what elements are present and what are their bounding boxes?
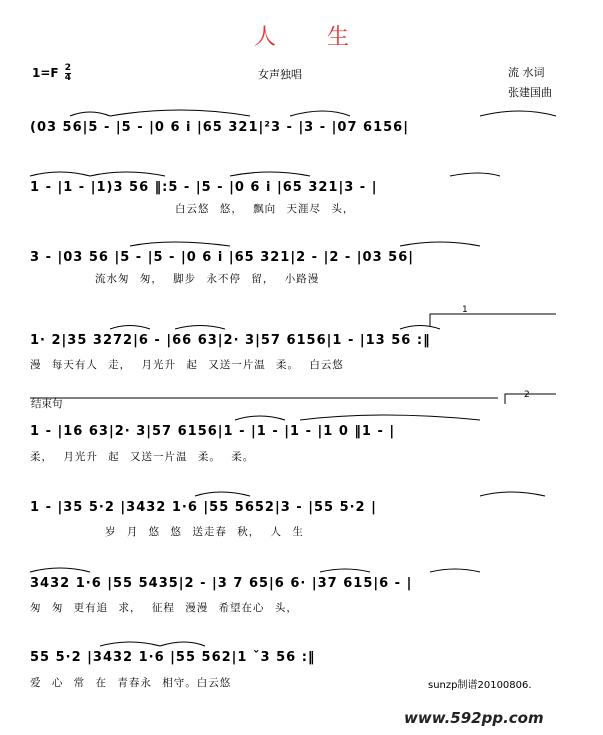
slur	[290, 111, 350, 116]
score-row-5-music: 1 - |16 63|2· 3|57 6156|1 - |1 - |1 - |1 0 ‖1 - |	[30, 424, 396, 439]
key-signature-label: 1=F	[32, 66, 59, 80]
time-signature-bottom: 4	[64, 73, 72, 83]
volta-2-number: 2	[524, 390, 530, 400]
site-watermark: www.592pp.com	[404, 709, 544, 727]
slur	[195, 492, 250, 496]
slur	[30, 172, 90, 176]
composer-credit: 张建国曲	[508, 86, 552, 99]
score-row-8-music: 55 5·2 |3432 1·6 |55 562|1 ˇ3 56 :‖	[30, 650, 316, 665]
score-row-7-lyrics: 匆 匆 更有追 求， 征程 漫漫 希望在心 头，	[30, 602, 298, 614]
slur	[430, 569, 480, 572]
slur	[30, 568, 90, 572]
slur	[480, 111, 556, 116]
score-row-3-music: 3 - |03 56 |5 - |5 - |0 6 i |65 321|2 - |2 - |03 56|	[30, 250, 415, 265]
performance-note: 女声独唱	[258, 68, 302, 81]
slur	[90, 172, 165, 176]
score-row-4-music: 1· 2|35 3272|6 - |66 63|2· 3|57 6156|1 - |13 56 :‖	[30, 333, 431, 348]
volta-bracket-2	[505, 394, 556, 404]
lyricist-credit: 流 水词	[508, 66, 545, 79]
score-row-6-music: 1 - |35 5·2 |3432 1·6 |55 5652|3 - |55 5·2 |	[30, 500, 377, 515]
score-row-6-lyrics: 岁 月 悠 悠 送走春 秋， 人 生	[105, 526, 304, 538]
slur	[400, 326, 440, 330]
slur	[300, 415, 480, 420]
slur	[130, 242, 230, 246]
score-row-8-lyrics: 爱 心 常 在 青春永 相守。白云悠	[30, 677, 232, 689]
transcriber-credit: sunzp制谱20100806.	[428, 680, 532, 691]
slur	[110, 326, 150, 330]
slur	[450, 173, 500, 176]
score-row-2-lyrics: 白云悠 悠， 飘向 天涯尽 头，	[175, 203, 355, 215]
ending-label: 结束句	[31, 398, 63, 410]
slur	[235, 416, 285, 420]
slur	[400, 242, 480, 246]
volta-bracket-1	[430, 314, 556, 326]
score-row-2-music: 1 - |1 - |1)3 56 ‖:5 - |5 - |0 6 i |65 321|3 - |	[30, 180, 378, 195]
slur	[110, 110, 250, 116]
score-row-7-music: 3432 1·6 |55 5435|2 - |3 7 65|6 6· |37 615|6 - |	[30, 576, 413, 591]
score-row-3-lyrics: 流水匆 匆， 脚步 永不停 留， 小路漫	[95, 273, 320, 285]
slur	[175, 326, 225, 330]
time-signature-top: 2	[64, 63, 72, 73]
score-row-5-lyrics: 柔， 月光升 起 又送一片温 柔。 柔。	[30, 451, 255, 463]
slur	[320, 569, 370, 572]
slur	[480, 492, 545, 496]
score-row-1-music: (03 56|5 - |5 - |0 6 i |65 321|²3 - |3 - |07 6156|	[30, 120, 409, 135]
slur	[70, 112, 110, 116]
score-row-4-lyrics: 漫 每天有人 走， 月光升 起 又送一片温 柔。 白云悠	[30, 359, 344, 371]
slur	[100, 642, 160, 646]
song-title: 人 生	[254, 25, 371, 50]
slur	[230, 172, 310, 176]
slur	[160, 642, 205, 646]
volta-1-number: 1	[462, 305, 468, 315]
